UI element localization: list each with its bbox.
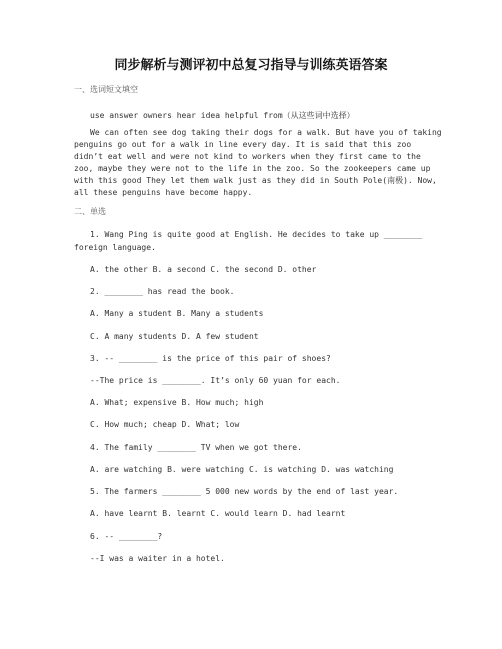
question-1-stem-continued: foreign language.	[74, 243, 156, 252]
question-3-options-cd: C. How much; cheap D. What; low	[90, 420, 240, 429]
passage-paragraph: We can often see dog taking their dogs for a walk. But have you of taking penguins go out for a walk in line every day. It is said that this zoo didn’t eat well and were not kind to workers when they first came to the zoo, maybe they were not to the life in the zoo. So the zookeepers came up with this good They let them walk just as they did in South Pole(南极). Now, all these penguins have become happy.	[74, 128, 442, 197]
question-4-stem: 4. The family ________ TV when we got there.	[90, 443, 302, 452]
question-6-stem: 6. -- ________?	[90, 532, 163, 541]
question-3-options-ab: A. What; expensive B. How much; high	[90, 398, 264, 407]
page-title: 同步解析与测评初中总复习指导与训练英语答案	[114, 58, 388, 73]
question-6-response: --I was a waiter in a hotel.	[90, 554, 225, 563]
section-heading-fill-in: 一、选词短文填空	[74, 85, 138, 94]
question-3-response: --The price is ________. It’s only 60 yuan for each.	[90, 376, 341, 385]
question-4-options: A. are watching B. were watching C. is watching D. was watching	[90, 465, 394, 474]
question-2-options-ab: A. Many a student B. Many a students	[90, 309, 264, 318]
question-1-options: A. the other B. a second C. the second D. other	[90, 265, 317, 274]
question-5-options: A. have learnt B. learnt C. would learn D. had learnt	[90, 509, 346, 518]
question-5-stem: 5. The farmers ________ 5 000 new words by the end of last year.	[90, 487, 399, 496]
question-2-stem: 2. ________ has read the book.	[90, 287, 235, 296]
word-bank: use answer owners hear idea helpful from（从这些词中选择）	[90, 111, 355, 120]
question-1-stem: 1. Wang Ping is quite good at English. He decides to take up ________	[90, 230, 423, 239]
question-3-stem: 3. -- ________ is the price of this pair of shoes?	[90, 354, 331, 363]
section-heading-single-choice: 二、单选	[74, 207, 106, 216]
question-2-options-cd: C. A many students D. A few student	[90, 332, 259, 341]
